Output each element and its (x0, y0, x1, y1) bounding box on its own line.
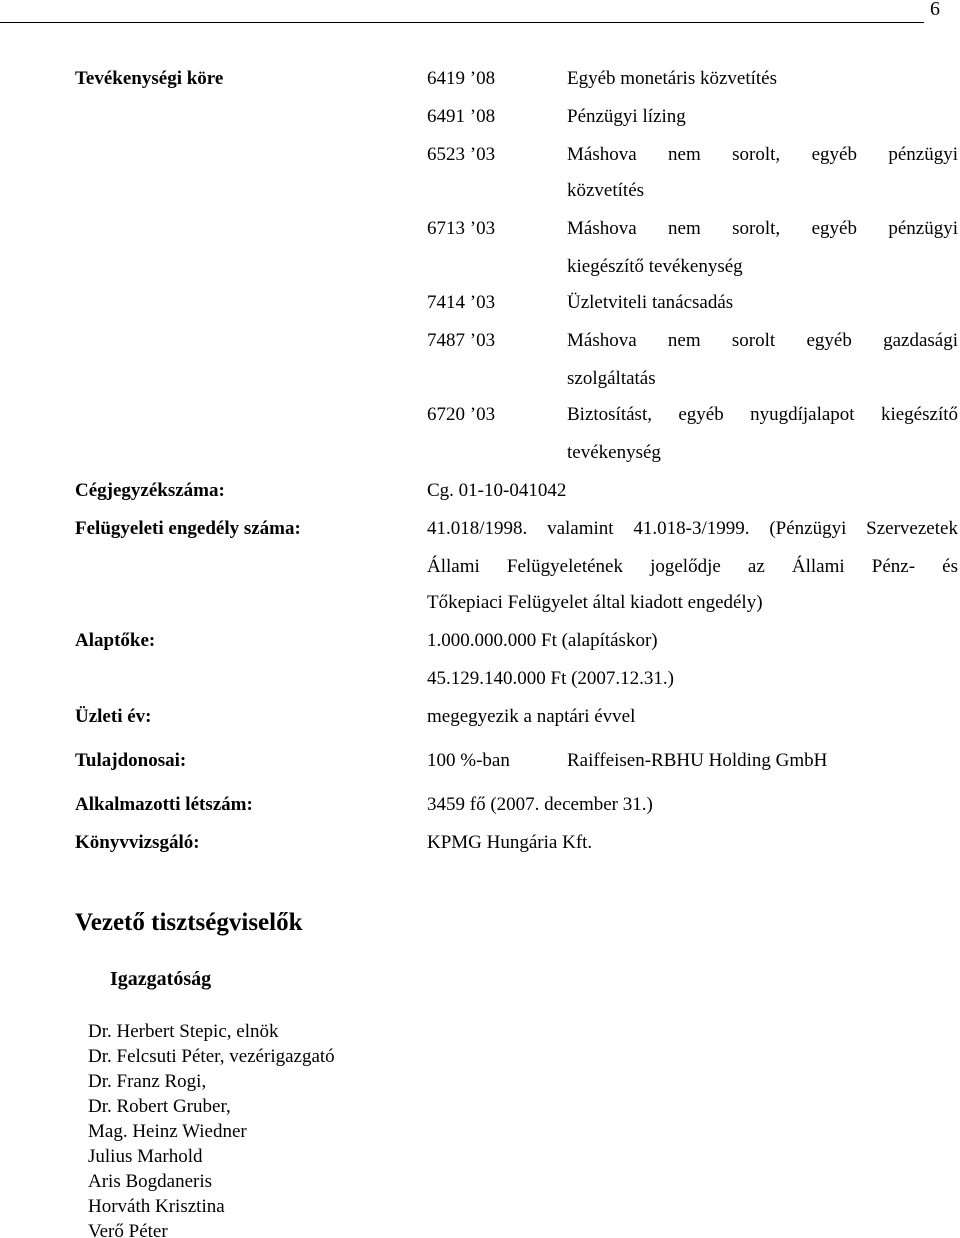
board-member: Dr. Felcsuti Péter, vezérigazgató (88, 1046, 335, 1067)
board-member: Julius Marhold (88, 1146, 203, 1167)
board-member: Dr. Robert Gruber, (88, 1096, 231, 1117)
activities-label: Tevékenységi köre (75, 68, 224, 89)
activity-code: 6491 ’08 (427, 106, 496, 127)
activity-desc-cont: kiegészítő tevékenység (567, 256, 743, 277)
header-rule (0, 22, 924, 23)
board-member: Horváth Krisztina (88, 1196, 225, 1217)
business-year-label: Üzleti év: (75, 706, 152, 727)
activity-code: 6523 ’03 (427, 144, 496, 165)
page-number: 6 (930, 0, 940, 20)
board-title: Igazgatóság (110, 968, 212, 990)
license-line: 41.018/1998. valamint 41.018-3/1999. (Pénzügyi Szervezetek (427, 518, 958, 539)
employees-value: 3459 fő (2007. december 31.) (427, 794, 653, 815)
owner-share: 100 %-ban (427, 750, 510, 771)
license-label: Felügyeleti engedély száma: (75, 518, 301, 539)
license-line: Állami Felügyeletének jogelődje az Állami Pénz- és (427, 556, 958, 577)
capital-value: 1.000.000.000 Ft (alapításkor) (427, 630, 658, 651)
board-member: Dr. Herbert Stepic, elnök (88, 1021, 279, 1042)
capital-value: 45.129.140.000 Ft (2007.12.31.) (427, 668, 674, 689)
activity-desc-cont: közvetítés (567, 180, 645, 201)
activity-desc: Üzletviteli tanácsadás (567, 292, 734, 313)
board-member: Aris Bogdaneris (88, 1171, 213, 1192)
activity-code: 6720 ’03 (427, 404, 496, 425)
auditor-label: Könyvvizsgáló: (75, 832, 200, 853)
activity-desc: Biztosítást, egyéb nyugdíjalapot kiegészítő (567, 404, 958, 425)
officers-title: Vezető tisztségviselők (75, 909, 303, 936)
activity-desc: Máshova nem sorolt, egyéb pénzügyi (567, 218, 958, 239)
business-year-value: megegyezik a naptári évvel (427, 706, 636, 727)
activity-code: 6419 ’08 (427, 68, 496, 89)
owner-name: Raiffeisen-RBHU Holding GmbH (567, 750, 828, 771)
registry-label: Cégjegyzékszáma: (75, 480, 225, 501)
activity-desc-cont: szolgáltatás (567, 368, 656, 389)
activity-desc: Máshova nem sorolt, egyéb pénzügyi (567, 144, 958, 165)
activity-desc: Pénzügyi lízing (567, 106, 686, 127)
activity-code: 7487 ’03 (427, 330, 496, 351)
board-member: Verő Péter (88, 1221, 168, 1238)
employees-label: Alkalmazotti létszám: (75, 794, 253, 815)
activity-desc: Máshova nem sorolt egyéb gazdasági (567, 330, 958, 351)
registry-value: Cg. 01-10-041042 (427, 480, 567, 501)
owners-label: Tulajdonosai: (75, 750, 187, 771)
board-member: Mag. Heinz Wiedner (88, 1121, 247, 1142)
activity-desc: Egyéb monetáris közvetítés (567, 68, 777, 89)
board-member: Dr. Franz Rogi, (88, 1071, 207, 1092)
capital-label: Alaptőke: (75, 630, 156, 651)
activity-code: 7414 ’03 (427, 292, 496, 313)
activity-desc-cont: tevékenység (567, 442, 661, 463)
activity-code: 6713 ’03 (427, 218, 496, 239)
auditor-value: KPMG Hungária Kft. (427, 832, 593, 853)
license-line: Tőkepiaci Felügyelet által kiadott engedély) (427, 592, 763, 613)
